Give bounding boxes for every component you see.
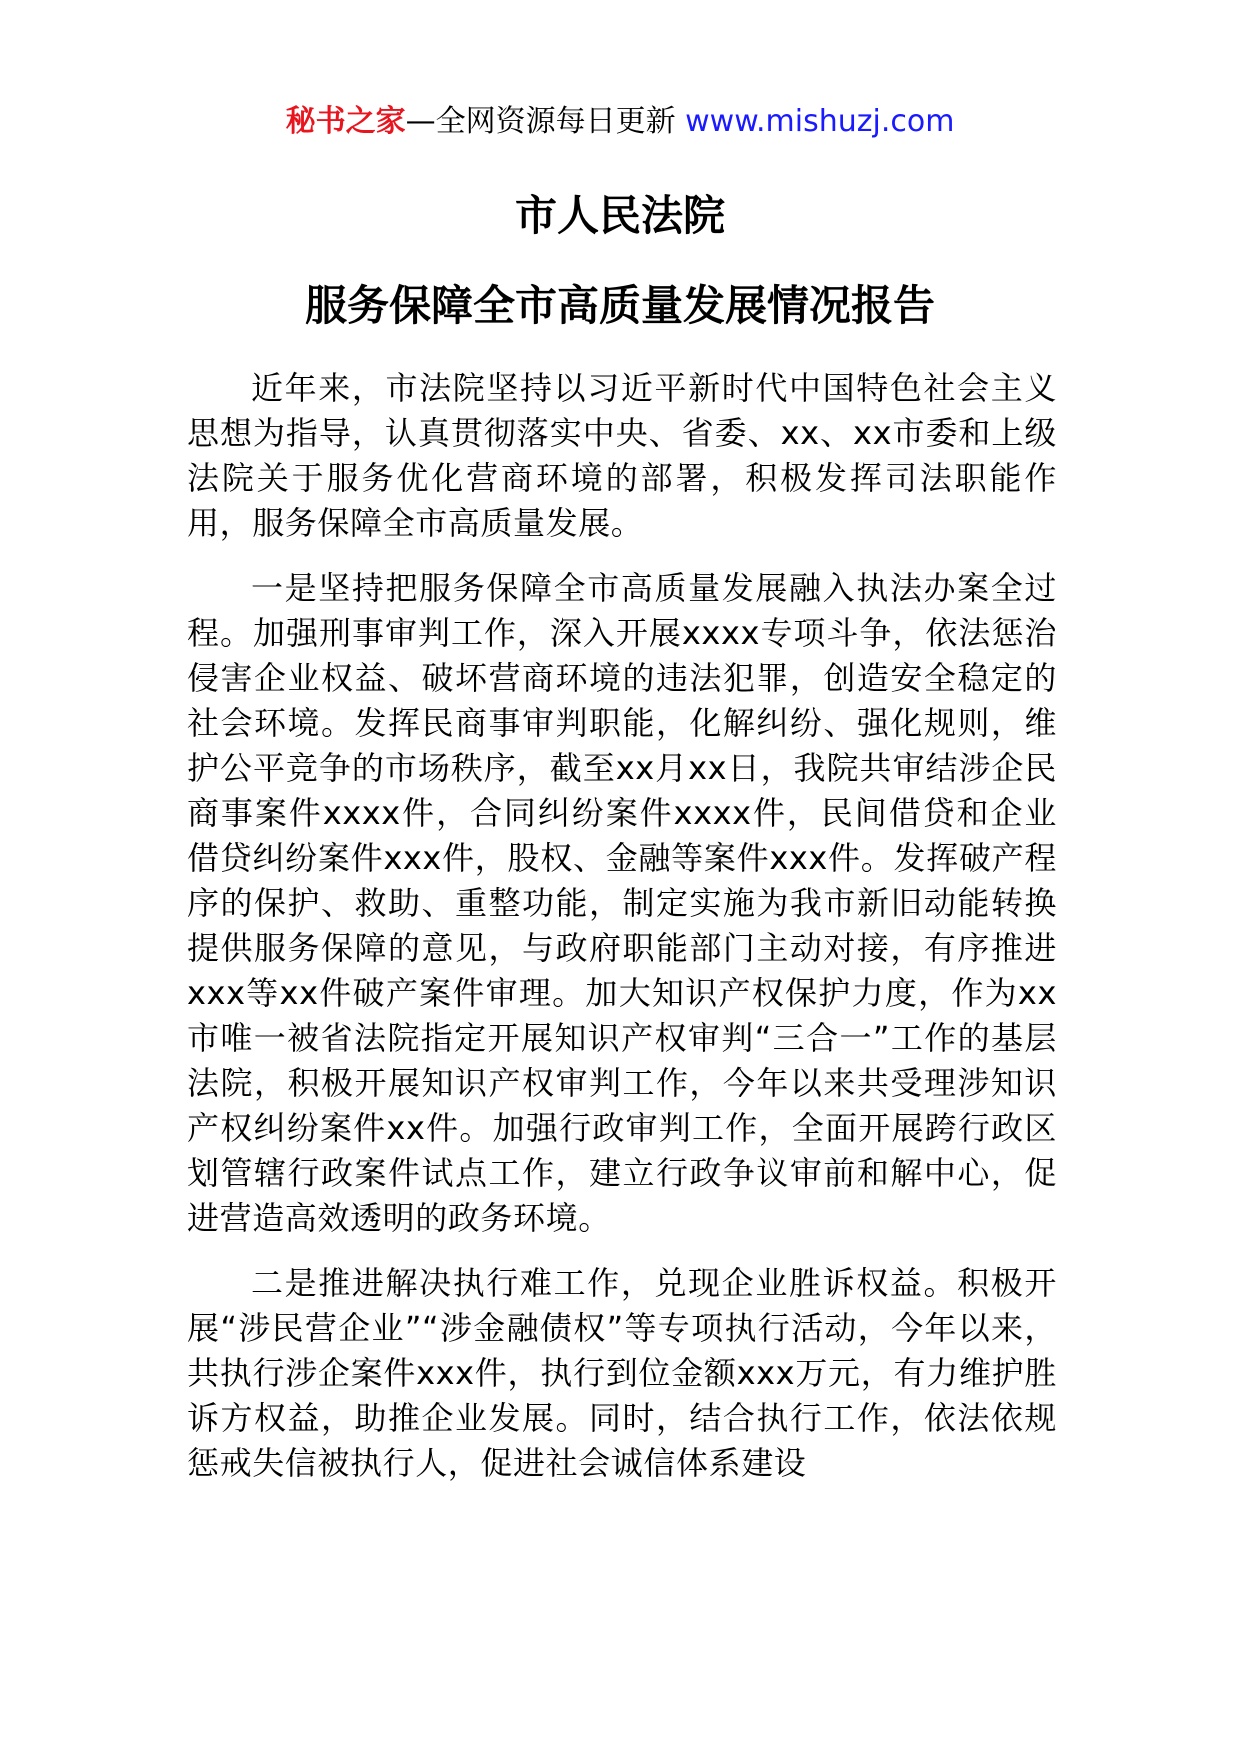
document-title-line-1: 市人民法院 — [514, 191, 725, 240]
document-title-line-2: 服务保障全市高质量发展情况报告 — [304, 281, 935, 330]
paragraph-section-2: 二是推进解决执行难工作，兑现企业胜诉权益。积极开展“涉民营企业”“涉金融债权”等专项执行活动，今年以来，共执行涉企案件xxx件，执行到位金额xxx万元，有力维护胜诉方权益，助推企业发展。同时，结合执行工作，依法依规惩戒失信被执行人，促进社会诚信体系建设 — [187, 1264, 1057, 1482]
site-url-link[interactable]: www.mishuzj.com — [685, 104, 955, 139]
site-name: 秘书之家 — [285, 104, 406, 139]
tagline: —全网资源每日更新 — [405, 104, 676, 139]
document-body — [187, 366, 1057, 1506]
header-banner — [0, 100, 1240, 144]
paragraph-intro: 近年来，市法院坚持以习近平新时代中国特色社会主义思想为指导，认真贯彻落实中央、省委、xx、xx市委和上级法院关于服务优化营商环境的部署，积极发挥司法职能作用，服务保障全市高质量发展。 — [187, 369, 1057, 542]
paragraph-section-1: 一是坚持把服务保障全市高质量发展融入执法办案全过程。加强刑事审判工作，深入开展xxxx专项斗争，依法惩治侵害企业权益、破坏营商环境的违法犯罪，创造安全稳定的社会环境。发挥民商事审判职能，化解纠纷、强化规则，维护公平竞争的市场秩序，截至xx月xx日，我院共审结涉企民商事案件xxxx件，合同纠纷案件xxxx件，民间借贷和企业借贷纠纷案件xxx件，股权、金融等案件xxx件。发挥破产程序的保护、救助、重整功能，制定实施为我市新旧动能转换提供服务保障的意见，与政府职能部门主动对接，有序推进xxx等xx件破产案件审理。加大知识产权保护力度，作为xx市唯一被省法院指定开展知识产权审判“三合一”工作的基层法院，积极开展知识产权审判工作，今年以来共受理涉知识产权纠纷案件xx件。加强行政审判工作，全面开展跨行政区划管辖行政案件试点工作，建立行政争议审前和解中心，促进营造高效透明的政务环境。 — [187, 569, 1057, 1237]
